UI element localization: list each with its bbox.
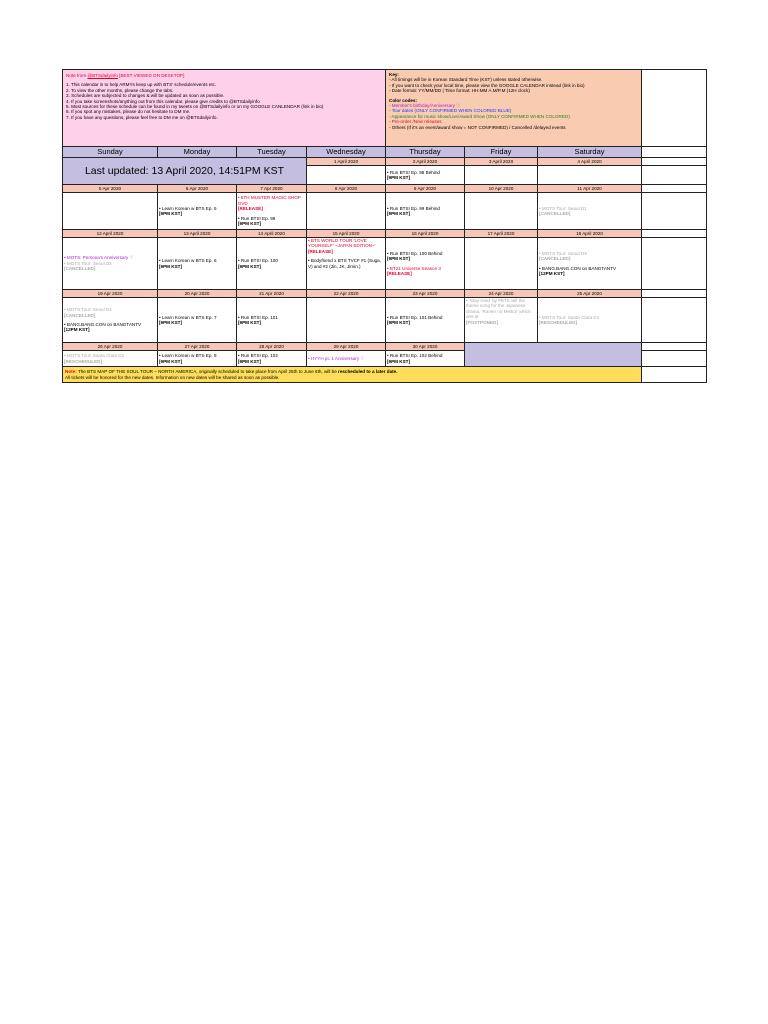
event-cell [63,351,158,367]
april-calendar-table [62,69,707,383]
key-title: Key: [389,72,399,77]
info-item: 5. Most sources for these schedule can be found in my tweets on @BTSdailyinfo or on my GOOGLE CANLENDAR (link in bio) [66,104,324,110]
date-cell: 1 April 2020 [307,158,386,166]
release-tag: [RELEASE] [308,248,333,254]
info-item: 3. Schedules are subjected to changes & will be updated as soon as possible. [66,93,225,99]
color-code-item: - Appearance for music show/Live/Award Show (ONLY CONFIRMED WHEN COLORED) [389,113,570,119]
cancelled-tag: [CANCELLED] [64,266,96,272]
event-text: • BT21 Universe Season 3 [387,265,441,271]
date-cell: 21 Apr 2020 [237,290,307,298]
event-cell [538,238,642,290]
date-cell: 14 April 2020 [237,230,307,238]
cancelled-tag: [CANCELLED] [539,211,571,216]
event-cell [307,238,386,290]
event-cell [465,166,538,185]
date-cell: 23 Apr 2020 [386,290,465,298]
event-cell [63,193,158,230]
date-cell: 9 Apr 2020 [386,185,465,193]
event-cell [307,193,386,230]
color-code-item: - Tour dates (ONLY CONFIRMED WHEN COLORED BLUE) [389,108,512,114]
date-cell: 30 Apr 2020 [386,343,465,351]
event-text: • 5TH MUSTER MAGIC SHOP DVD [238,195,301,206]
event-text: • BTS WORLD TOUR 'LOVE YOURSELF' ~JAPAN EDITION~' [308,238,376,249]
date-cell: 15 April 2020 [307,230,386,238]
tour-note-line: All tickets will be honored for the new dates. Information on new dates will be shared as soon as possible. [65,374,280,380]
event-text: • Run BTS! Ep. 102 [238,353,278,359]
event-text: • Run BTS! Ep. 102 Behind [387,353,443,359]
color-codes-title: Color codes: [389,97,418,103]
info-note: Note from @BTSdailyinfo [BEST VIEWED ON DESKTOP] [66,73,185,78]
event-time: [9PM KST] [387,358,410,364]
date-cell: 17 April 2020 [465,230,538,238]
event-time: [9PM KST] [238,221,261,227]
info-item: 1. This calendar is to help ARMYs keep up with BTS' schedule/events etc. [66,82,217,88]
event-text: • MOTS Tour: Seoul D2 [64,260,112,266]
rescheduled-tag: [RESCHEDULED] [539,320,578,325]
date-cell: 19 Apr 2020 [63,290,158,298]
event-text: • Run BTS! Ep. 98 Behind [387,169,440,175]
event-time: [9PM KST] [159,358,182,364]
date-cell: 10 Apr 2020 [465,185,538,193]
key-panel [386,70,642,147]
event-text: • Run BTS! Ep. 100 Behind [387,250,443,256]
event-cell [538,166,642,185]
postponed-tag: [POSTPONED] [466,319,498,325]
date-cell: 22 Apr 2020 [307,290,386,298]
event-time: [9PM KST] [238,263,261,269]
date-cell: 6 Apr 2020 [158,185,237,193]
event-cell [465,193,538,230]
date-cell: 28 Apr 2020 [237,343,307,351]
event-cell [237,351,307,367]
anniversary-text: • MOTS: Persona's Anniversary ♡ [64,255,134,261]
day-header-monday: Monday [158,147,237,158]
event-cell [386,193,465,230]
event-cell [158,298,237,343]
date-cell: 5 Apr 2020 [63,185,158,193]
event-text: • Learn Korean w BTS Ep. 5 [159,205,217,211]
event-time: [9PM KST] [159,263,182,269]
day-header-thursday: Thursday [386,147,465,158]
event-cell [307,351,386,367]
event-time: [9PM KST] [387,211,410,216]
date-cell: 13 April 2020 [158,230,237,238]
info-item: 7. If you have any questions, please feel free to DM me on @BTSdailyinfo. [66,114,218,120]
event-time: [9PM KST] [159,211,182,216]
cancelled-tag: [CANCELLED] [539,256,571,262]
event-cell [237,298,307,343]
event-time: [9PM KST] [238,320,261,325]
event-cell [538,298,642,343]
release-tag: [RELEASE] [387,270,412,276]
date-cell: 7 Apr 2020 [237,185,307,193]
date-cell: 26 Apr 2020 [63,343,158,351]
date-cell: 12 April 2020 [63,230,158,238]
tour-note-line: Note: The BTS MAP OF THE SOUL TOUR – NORTH AMERICA, originally scheduled to take place from April 25th to June 6th, will be rescheduled to a later date. [65,369,398,375]
date-cell: 29 Apr 2020 [307,343,386,351]
info-item: 4. If you take screenshots/anything out from this calendar, please give credits to @BTSdailyinfo [66,98,260,104]
event-text: • Bodyfriend x BTS TVCF #1 (Suga, V) and #2 (Jin, JK, Jimin.) [308,258,382,269]
event-cell [465,298,538,343]
event-text: • MOTS Tour: Seoul D3 [539,250,587,256]
date-cell: 2 April 2020 [386,158,465,166]
day-header-tuesday: Tuesday [237,147,307,158]
day-header-sunday: Sunday [63,147,158,158]
event-text: • BANG.BANG.CON on BANGTANTV [539,265,617,271]
event-time: [9PM KST] [387,175,410,180]
day-header-saturday: Saturday [538,147,642,158]
event-cell [465,238,538,290]
info-item: 2. To view the other months, please change the tabs. [66,87,174,93]
event-text: • 'Stay Gold' by #BTS will the theme song for the Japanese drama, 'Ranen no Meikoi' which airs at [466,298,531,320]
event-cell [237,193,307,230]
event-cell [158,238,237,290]
tour-note [63,367,642,383]
event-text: • BANG.BANG.CON on BANGTANTV [64,322,142,327]
event-cell [307,166,386,185]
release-tag: [RELEASE] [238,206,263,212]
event-cell [63,238,158,290]
event-cell [158,193,237,230]
event-time: [12PM KST] [64,327,90,333]
event-cell [386,166,465,185]
day-header-friday: Friday [465,147,538,158]
cancelled-tag: [CANCELLED] [64,312,96,318]
rescheduled-tag: [RESCHEDULED] [64,358,103,364]
event-time: [9PM KST] [387,320,410,325]
event-text: • Run BTS! Ep. 101 [238,314,278,320]
date-cell: 4 April 2020 [538,158,642,166]
day-header-wednesday: Wednesday [307,147,386,158]
date-cell: 25 Apr 2020 [538,290,642,298]
event-text: • Learn Korean w BTS Ep. 7 [159,314,217,320]
key-item: - All timings will be in Korean Standard Time (KST) unless stated otherwise. [389,77,543,83]
event-cell [158,351,237,367]
event-text: • MOTS Tour: Santa Clara D1 [539,314,600,320]
event-cell [386,298,465,343]
color-code-item: - Pre-order /New releases [389,119,442,125]
date-cell: 20 Apr 2020 [158,290,237,298]
event-text: • Learn Korean w BTS Ep. 8 [159,353,217,359]
anniversary-text: • HYYH pt. 1 Anniversary ♡ [308,355,365,361]
date-cell: 16 April 2020 [386,230,465,238]
event-time: [12PM KST] [539,270,565,276]
date-cell: 3 April 2020 [465,158,538,166]
calendar-sheet [62,69,706,383]
twitter-link[interactable]: @BTSdailyinfo [87,73,118,78]
event-text: • Run BTS! Ep. 99 [238,215,276,221]
date-cell: 8 Apr 2020 [307,185,386,193]
event-cell [63,298,158,343]
info-item: 6. If you spot any mistakes, please do not hesitate to DM me. [66,109,191,115]
date-cell: 18 April 2020 [538,230,642,238]
info-panel [63,70,386,147]
date-cell: 24 Apr 2020 [465,290,538,298]
event-text: • Run BTS! Ep. 99 Behind [387,205,440,211]
event-text: • Learn Korean w BTS Ep. 6 [159,258,217,264]
event-time: [9PM KST] [238,358,261,364]
key-item: - Date format: YY/MM/DD | Time format: HH:MM A.M/P.M (12H clock) [389,88,530,94]
color-code-item: - Others (If it's an event/award show = NOT CONFIRMED) / Cancelled /delayed events [389,124,566,130]
event-cell [386,351,465,367]
event-cell [237,238,307,290]
event-cell [386,238,465,290]
event-cell [307,298,386,343]
date-cell: 11 Apr 2020 [538,185,642,193]
event-text: • Run BTS! Ep. 100 [238,258,278,264]
event-time: [9PM KST] [159,320,182,325]
empty-days-block [465,343,642,367]
event-cell [538,193,642,230]
last-updated-banner: Last updated: 13 April 2020, 14:51PM KST [63,158,307,185]
date-cell: 27 Apr 2020 [158,343,237,351]
event-text: • MOTS Tour: Santa Clara D2 [64,353,125,359]
event-text: • Run BTS! Ep. 101 Behind [387,314,443,320]
key-item: - If you want to check your local time, please view the GOOGLE CALENDAR instead (link in bio) [389,82,585,88]
event-time: [9PM KST] [387,256,410,262]
event-text: • MOTS Tour: Seoul D4 [64,307,112,313]
event-text: • MOTS Tour: Seoul D1 [539,205,587,211]
color-code-item: - Member's birthday/Anniversary ♡ [389,103,461,109]
